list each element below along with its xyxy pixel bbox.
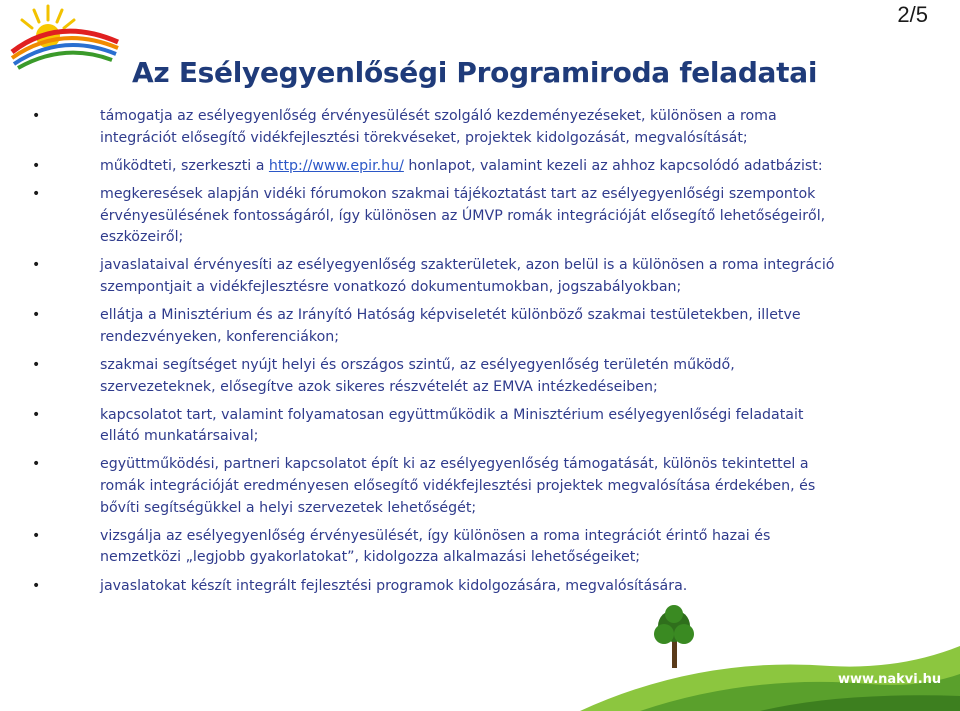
list-item-line: együttműködési, partneri kapcsolatot épít ki az esélyegyenlőség támogatását, különös tekintettel a: [100, 456, 809, 473]
green-hills-tree-icon: [580, 596, 960, 711]
page-number: 2/5: [897, 2, 928, 27]
list-item-line: megkeresések alapján vidéki fórumokon szakmai tájékoztatást tart az esélyegyenlőségi szempontok: [100, 185, 816, 202]
epir-link[interactable]: http://www.epir.hu/: [268, 157, 404, 174]
list-item: [32, 405, 872, 448]
list-item-line: romák integrációját eredményesen elősegítő vidékfejlesztési projektek megvalósítása érdekében, és: [100, 478, 816, 495]
page-title: Az Esélyegyenlőségi Programiroda feladatai: [132, 56, 818, 89]
bullet-icon: •: [32, 185, 41, 202]
list-item-line: [100, 156, 872, 178]
list-item-line: integrációt elősegítő vidékfejlesztési törekvéseket, projektek kidolgozását, megvalósítását;: [100, 129, 748, 146]
list-item: [32, 106, 872, 149]
bullet-icon: •: [32, 257, 41, 274]
bullet-icon: •: [32, 307, 41, 324]
list-item: [32, 156, 872, 178]
list-item-line: támogatja az esélyegyenlőség érvényesülését szolgáló kezdeményezéseket, különösen a roma: [100, 108, 777, 124]
list-item: [32, 305, 872, 348]
list-item-line: szakmai segítséget nyújt helyi és országos szintű, az esélyegyenlőség területén működő,: [100, 356, 735, 373]
bullet-icon: •: [32, 356, 41, 373]
footer-url: www.nakvi.hu: [838, 672, 942, 687]
list-item-prefix: működteti, szerkeszti a: [100, 157, 269, 174]
list-item-line: ellátó munkatársaival;: [100, 428, 259, 445]
list-item: [32, 576, 872, 598]
list-item: [32, 355, 872, 398]
list-item-line: bővíti segítségükkel a helyi szervezetek lehetőségét;: [100, 499, 477, 516]
list-item: [32, 255, 872, 298]
bullet-icon: •: [32, 527, 41, 544]
list-item-line: szempontjait a vidékfejlesztésre vonatkozó dokumentumokban, jogszabályokban;: [100, 278, 682, 295]
list-item: [32, 454, 872, 519]
list-item-suffix: honlapot, valamint kezeli az ahhoz kapcsolódó adatbázist:: [403, 157, 823, 174]
list-item-line: vizsgálja az esélyegyenlőség érvényesülését, így különösen a roma integrációt érintő hazai és: [100, 527, 771, 544]
task-list: [32, 106, 872, 604]
list-item-line: ellátja a Minisztérium és az Irányító Hatóság képviseletét különböző szakmai testületekben, illetve: [100, 307, 801, 324]
list-item-line: kapcsolatot tart, valamint folyamatosan együttműködik a Minisztérium esélyegyenlőségi feladatait: [100, 406, 804, 423]
list-item-line: javaslatokat készít integrált fejlesztési programok kidolgozására, megvalósítására.: [100, 577, 688, 594]
bullet-icon: •: [32, 406, 41, 423]
list-item-line: szervezeteknek, elősegítve azok sikeres részvételét az EMVA intézkedéseiben;: [100, 378, 658, 395]
list-item-line: érvényesülésének fontosságáról, így különösen az ÚMVP romák integrációját elősegítő lehetőségeiről,: [100, 207, 826, 224]
bullet-icon: •: [32, 108, 41, 124]
list-item: [32, 526, 872, 569]
list-item: [32, 184, 872, 249]
bullet-icon: •: [32, 456, 41, 473]
list-item-line: javaslataival érvényesíti az esélyegyenlőség szakterületek, azon belül is a különösen a roma integráció: [100, 257, 835, 274]
bullet-icon: •: [32, 157, 41, 174]
bullet-icon: •: [32, 577, 41, 594]
list-item-line: rendezvényeken, konferenciákon;: [100, 328, 340, 345]
sun-rainbow-logo-icon: [8, 2, 120, 70]
list-item-line: nemzetközi „legjobb gyakorlatokat”, kidolgozza alkalmazási lehetőségeiket;: [100, 549, 641, 566]
list-item-line: eszközeiről;: [100, 229, 184, 246]
